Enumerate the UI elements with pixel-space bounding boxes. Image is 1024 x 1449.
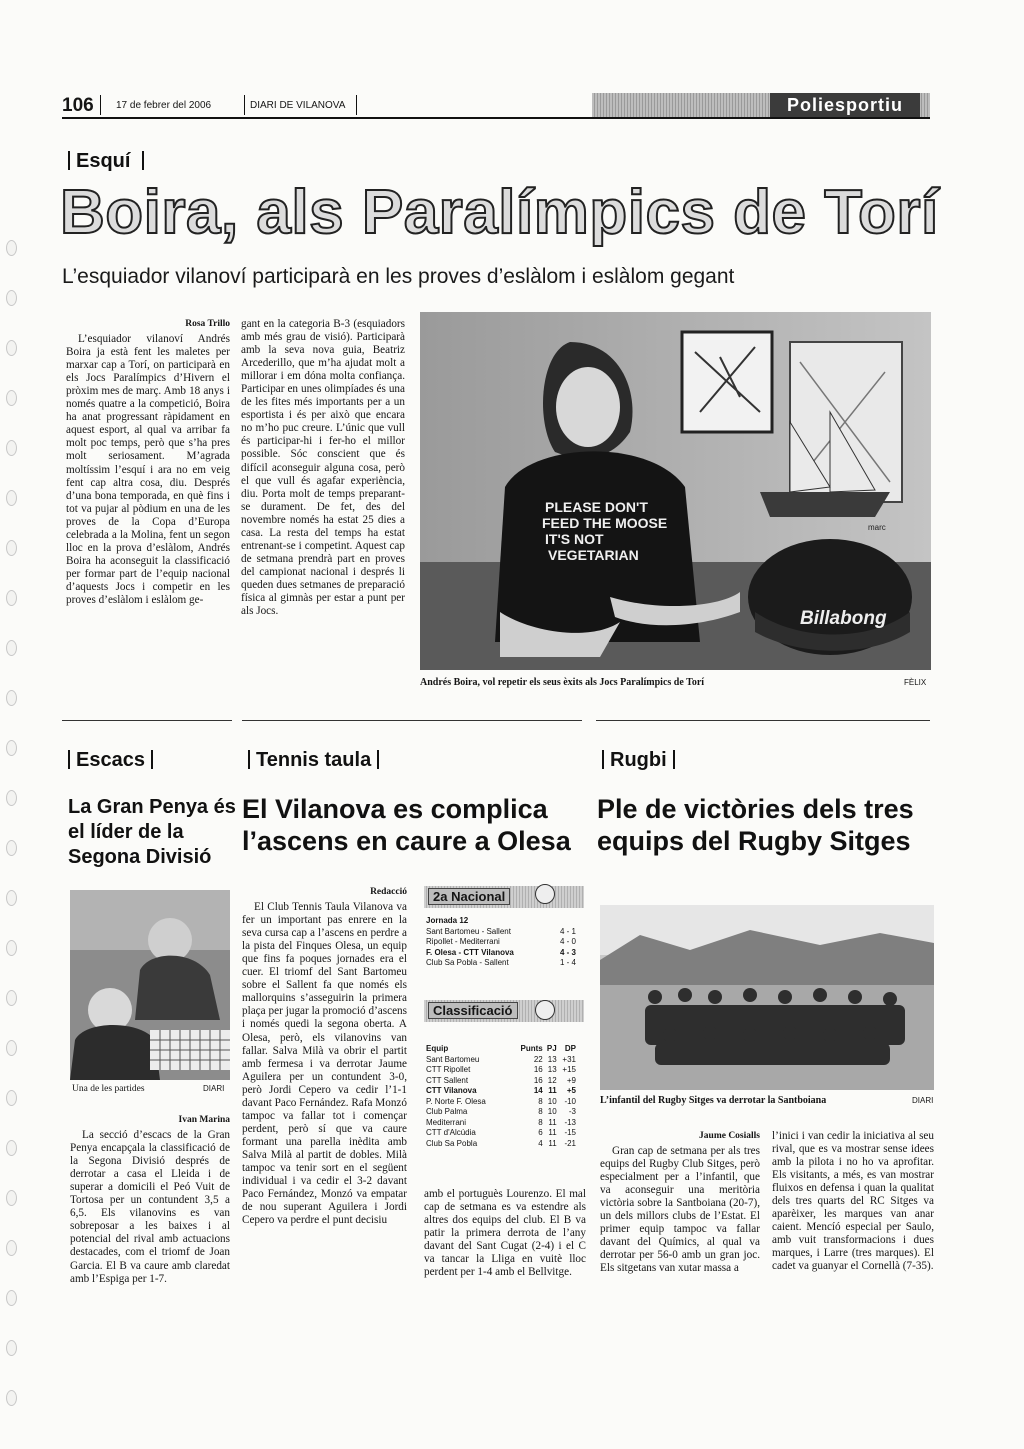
column-header: Equip — [426, 1044, 449, 1053]
match-score: 1 - 4 — [559, 958, 576, 967]
team-points: 16 — [533, 1065, 543, 1074]
match-name: F. Olesa - CTT Vilanova — [426, 947, 514, 957]
team-diff: +9 — [566, 1075, 576, 1085]
section-label-ski: Esquí — [62, 150, 150, 173]
match-score: 4 - 0 — [559, 937, 576, 946]
team-diff: -3 — [568, 1107, 576, 1116]
team-points: 6 — [538, 1128, 543, 1137]
table-row — [426, 1118, 576, 1129]
team-name: CTT Sallent — [426, 1075, 469, 1085]
chess-column — [70, 1114, 230, 1286]
section-label-tennis: Tennis taula — [242, 749, 385, 772]
standings-table — [426, 1044, 578, 1149]
chess-photo-credit: DIARI — [203, 1084, 225, 1093]
team-diff: +15 — [562, 1065, 576, 1074]
newspaper-name: DIARI DE VILANOVA — [250, 100, 346, 111]
team-diff: -15 — [564, 1128, 576, 1137]
table-row — [426, 948, 576, 959]
team-points: 8 — [538, 1096, 543, 1106]
column-header: DP — [564, 1044, 576, 1053]
team-name: Club Palma — [426, 1107, 468, 1116]
tennis-column-1 — [242, 886, 407, 1227]
team-played: 11 — [548, 1138, 557, 1148]
team-points: 14 — [533, 1086, 543, 1095]
painting-signature: marc — [868, 523, 886, 532]
standings-panel-header — [424, 1000, 584, 1022]
table-row — [426, 1128, 576, 1139]
team-played: 13 — [547, 1054, 557, 1064]
lead-column-2 — [241, 318, 405, 618]
results-panel-header — [424, 886, 584, 908]
match-score: 4 - 1 — [559, 926, 576, 936]
rugby-team-photo — [600, 905, 934, 1090]
standings-title: Classificació — [428, 1002, 518, 1019]
rugby-body-2: l’inici i van cedir la iniciativa al seu rival, que es va mostrar sense idees amb la pilota i no ho va aprofitar. Els visitants, a més, es van mostrar fluixos en defensa i quan la qualitat dels tres quarts del RC Sitges va aparèixer, les marques van anar caient. Mencíó especial per Saulo, amb vuit transformacions i dues marques, i Larre (tres marques). El cadet va guanyar el Cornellà (7-35). — [772, 1130, 934, 1273]
team-points: 22 — [533, 1054, 543, 1064]
issue-date: 17 de febrer del 2006 — [116, 100, 212, 111]
lead-photo — [420, 312, 931, 670]
chess-headline: La Gran Penya és el líder de la Segona Divisió — [68, 796, 236, 868]
team-played: 10 — [547, 1096, 557, 1106]
rugby-author: Jaume Cosialls — [699, 1131, 760, 1141]
team-points: 16 — [533, 1075, 543, 1085]
lead-headline: Boira, als Paralímpics de Torí — [60, 178, 939, 247]
team-name: CTT Ripollet — [426, 1065, 471, 1074]
section-name: Poliesportiu — [770, 93, 920, 117]
chess-game-photo — [70, 890, 230, 1080]
lead-author: Rosa Trillo — [185, 319, 230, 329]
table-row — [426, 958, 576, 969]
team-played: 11 — [548, 1117, 557, 1127]
team-diff: +5 — [566, 1086, 576, 1095]
tennis-body: El Club Tennis Taula Vilanova va fer un important pas enrere en la seva cursa cap a l’ascens en perdre a la pista del Finques Olesa, un equip que fins fa poques jornades era el cuer. El triomf del Sant Bartomeu sobre el Sallent fa que només els mallorquins s’asseguirin la primera plaça per jugar la promoció d’ascens i només quedi la segona oberta. A Olesa, però, els vilanovins van fallar. Salva Milà va obrir el partit amb fermesa i va derrotar Jaume Aguilera per un contundent 3-0, però Jordi Cepero va cedir l’1-1 davant Paco Fernández. Rafa Monzó tampoc va fallar tot i començar perdent, però sí que va caure formant una parella inèdita amb Salva Milà al partit de dobles. Milà tampoc va tenir sort en el següent individual i va cedir el 3-2 davant Paco Fernández, Monzó va empatar de nou superant Aguilera i Jordi Cepero va perdre el punt decisiu — [242, 901, 407, 1227]
table-row — [426, 937, 576, 948]
table-row — [426, 1065, 576, 1076]
chessboard — [150, 1030, 230, 1070]
helmet-brand: Billabong — [800, 608, 887, 629]
lead-body-2: gant en la categoria B-3 (esquiadors amb més grau de visió). Participarà amb la seva nova guia, Beatriz Arcederillo, que m’ha ajudat molt a millorar i em dóna molta confiança. Participar en unes olimpíades és una de les fites més importants per a un esportista i és per això que encara no m’ho puc creure. L’únic que vull és participar-hi i fer-ho el millor possible. Sóc conscient que és difícil aconseguir alguna cosa, però el que vull és agafar experiència, diu. Porta molt de temps preparant-se durament. De fet, des del novembre només ha estat 25 dies a casa. La resta del temps ha estat entrenant-se i competint. Aquest cap de setmana prendrà part en proves del campionat nacional i després li queden dues setmanes de preparació física al gimnàs per estar a punt per als Jocs. — [241, 318, 405, 618]
results-round: Jornada 12 — [426, 916, 469, 925]
chess-body: La secció d’escacs de la Gran Penya encapçala la classificació de la Segona Divisió després de derrotar a casa el Lleida i de superar a domicili el Peó Vuit de Tortosa per un contundent 3,5 a 6,5. Els vilanovins es van sobreposar a les baixes i al potencial del rival amb actuacions destacades, com el triomf de Joan Garcia. El B va caure amb claredat amb l’Espiga per 1-7. — [70, 1129, 230, 1285]
section-label-chess: Escacs — [62, 749, 159, 772]
rugby-photo — [600, 905, 934, 1090]
column-header: Punts — [520, 1044, 543, 1053]
team-name: P. Norte F. Olesa — [426, 1096, 486, 1106]
section-label-rugby: Rugbi — [596, 749, 681, 772]
lead-photo-credit: FÈLIX — [904, 678, 927, 687]
team-played: 10 — [547, 1107, 557, 1116]
team-name: CTT Vilanova — [426, 1086, 477, 1095]
rugby-headline: Ple de victòries dels tres equips del Rugby Sitges — [597, 794, 914, 856]
table-row — [426, 1076, 576, 1087]
tennis-column-2 — [424, 1188, 586, 1279]
team-points: 8 — [538, 1107, 543, 1116]
chess-photo-caption: Una de les partides — [72, 1084, 145, 1094]
rugby-column-2 — [772, 1130, 934, 1274]
table-row — [426, 1097, 576, 1108]
tennis-body-cont: amb el portuguès Lourenzo. El mal cap de setmana es va estendre als altres dos equips del club. El B va patir la primera derrota de l’any davant del Sant Cugat (2-4) i el C va tancar la Lliga en vuitè lloc perdent per 1-4 amb el Bellvitge. — [424, 1188, 586, 1279]
team-name: CTT d'Alcúdia — [426, 1128, 476, 1137]
team-played: 12 — [547, 1075, 557, 1085]
team-name: Club Sa Pobla — [426, 1138, 478, 1148]
lead-column-1 — [66, 318, 230, 607]
skier-portrait-photo — [420, 312, 931, 670]
team-diff: -10 — [564, 1096, 576, 1106]
table-row — [426, 1107, 576, 1118]
match-name: Club Sa Pobla - Sallent — [426, 958, 509, 967]
team-diff: -21 — [564, 1138, 576, 1148]
results-title: 2a Nacional — [428, 888, 510, 905]
team-diff: +31 — [562, 1054, 576, 1064]
chess-author: Ivan Marina — [178, 1115, 230, 1125]
table-tennis-ball-icon — [535, 1000, 555, 1020]
rugby-photo-credit: DIARI — [912, 1096, 934, 1105]
column-header: PJ — [546, 1044, 557, 1053]
team-played: 13 — [547, 1065, 557, 1074]
team-points: 8 — [538, 1117, 543, 1127]
table-header-row — [426, 1044, 576, 1055]
tennis-headline: El Vilanova es complica l’ascens en caure a Olesa — [242, 794, 571, 856]
team-played: 11 — [548, 1128, 557, 1137]
team-diff: -13 — [564, 1117, 576, 1127]
match-score: 4 - 3 — [559, 947, 576, 957]
match-name: Sant Bartomeu - Sallent — [426, 926, 511, 936]
table-row — [426, 1139, 576, 1150]
team-name: Mediterrani — [426, 1117, 467, 1127]
page-number: 106 — [62, 95, 94, 116]
results-table — [426, 916, 578, 969]
team-name: Sant Bartomeu — [426, 1054, 480, 1064]
table-row — [426, 1086, 576, 1097]
shirt-print-text: PLEASE DON'T FEED THE MOOSE IT'S NOT VEGETARIAN — [542, 499, 668, 563]
divider — [62, 720, 232, 721]
tennis-author: Redacció — [370, 887, 407, 897]
team-points: 4 — [538, 1138, 543, 1148]
lead-body-1: L’esquiador vilanoví Andrés Boira ja està fent les maletes per marxar cap a Torí, on participarà en els Jocs Paralímpics d’Hivern el pròxim mes de març. Amb 18 anys i només quatre a la competició, Boira ha anat progressant ràpidament en aquest esport, al qual va arribar fa molt poc temps, però que s’ha pres molt seriosament. M’agrada moltíssim l’esquí i ara no em veig fent cap altra cosa, diu. Després d’una bona temporada, en què fins i tot va pujar al pòdium en una de les proves de la Copa d’Europa celebrada a la Molina, fent un segon lloc en la prova d’eslàlom, Andrés Boira ha aconseguit la classificació per formar part de l’equip nacional d’aquests Jocs i competir en les proves d’eslàlom i eslàlom ge- — [66, 333, 230, 606]
ski-helmet — [748, 539, 912, 655]
rugby-photo-caption: L’infantil del Rugby Sitges va derrotar la Santboiana — [600, 1095, 827, 1106]
rugby-body-1: Gran cap de setmana per als tres equips del Rugby Club Sitges, però especialment per a l’infantil, que va aconseguir una meritòria victòria sobre la Santboiana (20-7), un dels millors clubs de l’Estat. El primer equip tampoc va fallar davant del Químics, al qual va derrotar per 56-0 amb un gran joc. Els sitgetans van xutar massa a — [600, 1145, 760, 1275]
lead-photo-caption: Andrés Boira, vol repetir els seus èxits als Jocs Paralímpics de Torí — [420, 677, 705, 688]
table-tennis-ball-icon — [535, 884, 555, 904]
lead-subheadline: L’esquiador vilanoví participarà en les proves d’eslàlom i eslàlom gegant — [62, 265, 735, 288]
divider — [596, 720, 930, 721]
table-row — [426, 927, 576, 938]
chess-photo — [70, 890, 230, 1080]
match-name: Ripollet - Mediterrani — [426, 937, 500, 946]
rugby-column-1 — [600, 1130, 760, 1276]
table-row — [426, 1055, 576, 1066]
divider — [242, 720, 582, 721]
team-played: 11 — [548, 1086, 557, 1095]
